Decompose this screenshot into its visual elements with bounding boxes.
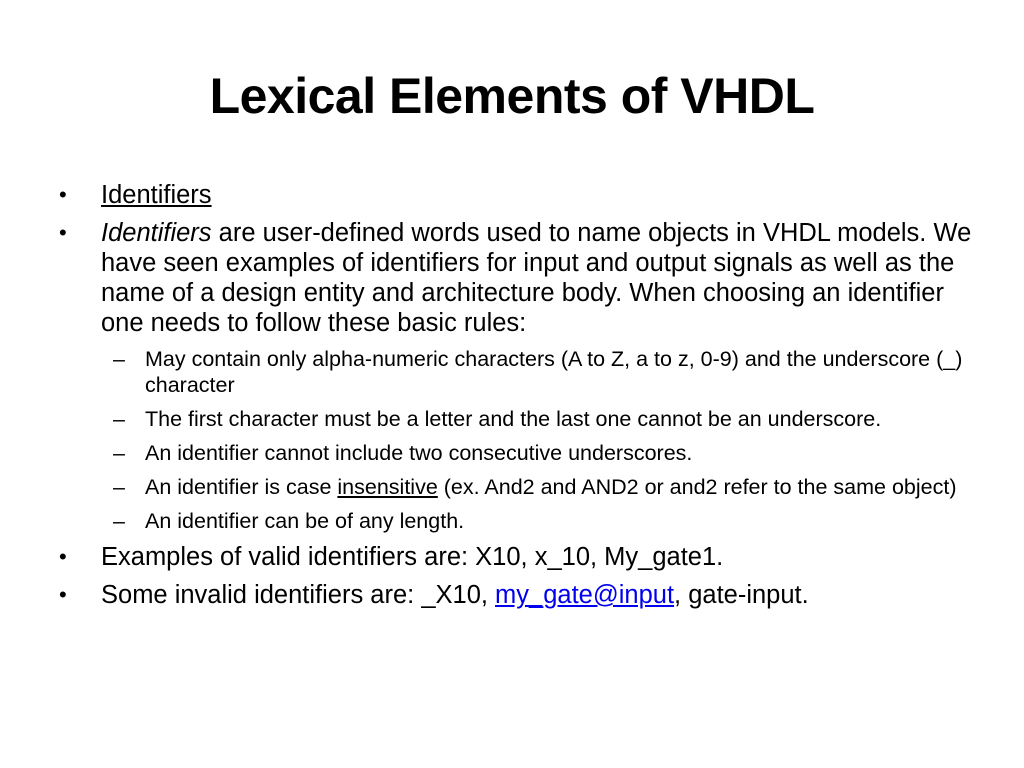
rule-text: May contain only alpha-numeric characters (A to Z, a to z, 0-9) and the underscore (_) character: [145, 347, 963, 397]
rule-item: [98, 346, 985, 398]
dash-marker: –: [113, 475, 125, 499]
rule-item: [98, 406, 985, 432]
dash-marker: –: [113, 441, 125, 465]
dash-marker: –: [113, 509, 125, 533]
dash-marker: –: [113, 407, 125, 431]
slide-title: Lexical Elements of VHDL: [209, 68, 815, 124]
invalid-examples-post: , gate-input.: [674, 581, 809, 609]
bullet-item: [55, 542, 985, 572]
rules-list: [55, 346, 985, 534]
rule-text-underlined: insensitive: [337, 475, 438, 499]
rule-text-pre: An identifier is case: [145, 475, 338, 499]
slide-content: [55, 180, 985, 618]
rule-text: An identifier cannot include two consecutive underscores.: [145, 441, 693, 465]
rule-text: The first character must be a letter and the last one cannot be an underscore.: [145, 407, 882, 431]
rule-item: [98, 474, 985, 500]
bullet-identifiers-heading: Identifiers: [101, 181, 212, 209]
bullet-marker: •: [59, 182, 67, 207]
invalid-examples-pre: Some invalid identifiers are: _X10,: [101, 581, 496, 609]
bullet-italic-term: Identifiers: [101, 219, 212, 247]
rule-text: An identifier can be of any length.: [145, 509, 465, 533]
valid-examples-text: Examples of valid identifiers are: X10, x_10, My_gate1.: [101, 543, 724, 571]
dash-marker: –: [113, 347, 125, 371]
bullet-marker: •: [59, 544, 67, 569]
rule-item: [98, 440, 985, 466]
bullet-marker: •: [59, 220, 67, 245]
bullet-item: [55, 218, 985, 338]
bullet-item: [55, 580, 985, 610]
bullet-item: [55, 180, 985, 210]
bullet-marker: •: [59, 582, 67, 607]
rule-item: [98, 508, 985, 534]
rule-text-post: (ex. And2 and AND2 or and2 refer to the same object): [437, 475, 957, 499]
bullet-definition-text: are user-defined words used to name objects in VHDL models. We have seen examples of identifiers for input and output signals as well as the name of a design entity and architecture body. When choosing an identifier one needs to follow these basic rules:: [101, 219, 972, 337]
email-link[interactable]: my_gate@input: [495, 581, 675, 609]
